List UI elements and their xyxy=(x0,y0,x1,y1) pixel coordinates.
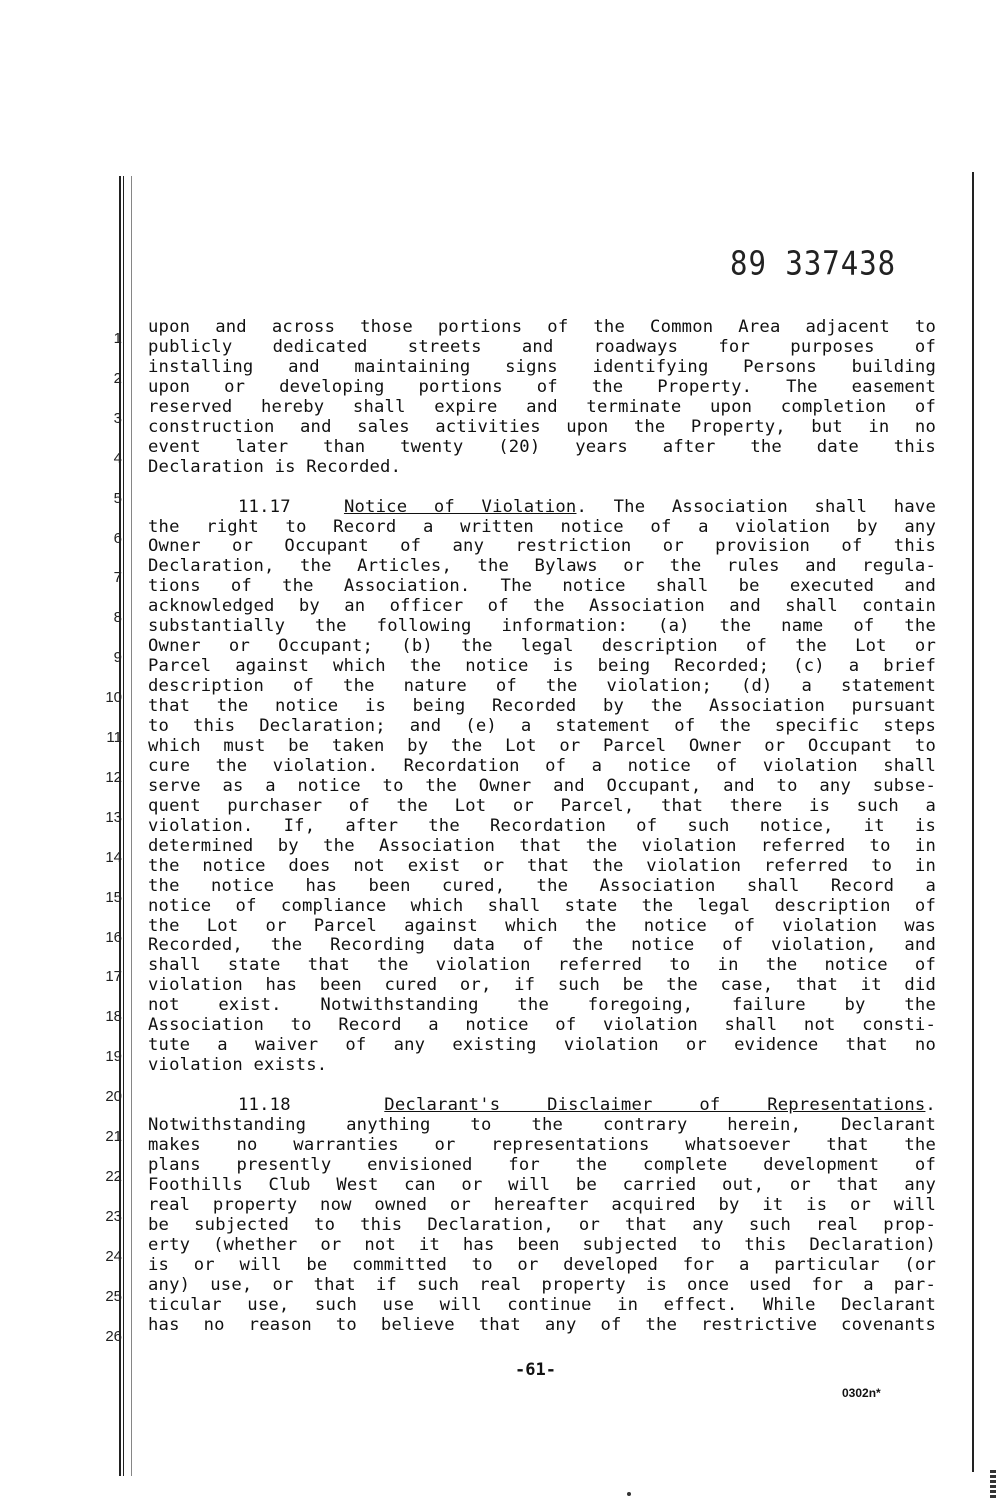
text-line: violation has been cured or, if such be the case, that it did xyxy=(148,975,936,996)
text-line: reserved hereby shall expire and terminate upon completion of xyxy=(148,396,936,417)
text-line: Association to Record a notice of violation shall not consti- xyxy=(148,1015,936,1036)
line-number: 11 xyxy=(106,729,122,746)
section-number: 11.18 xyxy=(238,1095,291,1116)
text-line: description of the nature of the violation; (d) a statement xyxy=(148,676,936,697)
line-number: 4 xyxy=(113,449,122,467)
text-line: acknowledged by an officer of the Association and shall contain xyxy=(148,596,936,617)
text-line: be subjected to this Declaration, or that any such real prop- xyxy=(148,1214,936,1235)
text-line: the notice does not exist or that the violation referred to in xyxy=(148,855,936,876)
line-number: 14 xyxy=(105,848,122,866)
line-number: 20 xyxy=(105,1088,122,1106)
text-line: the Lot or Parcel against which the notice of violation was xyxy=(148,915,936,936)
line-number: 17 xyxy=(105,968,122,986)
line-number: 7 xyxy=(113,569,122,587)
section-heading-line xyxy=(148,498,936,518)
text-line: substantially the following information: (a) the name of the xyxy=(148,616,936,637)
line-number: 19 xyxy=(105,1048,122,1066)
text-line: is or will be committed to or developed for a particular (or xyxy=(148,1254,936,1275)
text-line: ticular use, such use will continue in effect. While Declarant xyxy=(148,1294,936,1315)
text-line: Foothills Club West can or will be carried out, or that any xyxy=(148,1174,936,1195)
line-number: 18 xyxy=(105,1008,122,1026)
text-line: Declaration, the Articles, the Bylaws or the rules and regula- xyxy=(148,556,936,577)
text-line: to this Declaration; and (e) a statement of the specific steps xyxy=(148,716,936,736)
text-line: installing and maintaining signs identifying Persons building xyxy=(148,356,936,377)
text-line: any) use, or that if such real property is once used for a par- xyxy=(148,1274,936,1295)
line-number: 12 xyxy=(105,768,122,786)
line-number: 16 xyxy=(105,928,122,946)
text-line: tute a waiver of any existing violation or evidence that no xyxy=(148,1035,936,1056)
text-line: not exist. Notwithstanding the foregoing, failure by the xyxy=(148,995,936,1016)
text-line: violation exists. xyxy=(148,1055,328,1076)
left-margin-rule xyxy=(131,176,132,1476)
document-code: 0302n* xyxy=(842,1386,881,1400)
text-line: that the notice is being Recorded by the Association pursuant xyxy=(148,696,936,717)
section-number: 11.17 xyxy=(238,496,291,517)
text-line: makes no warranties or representations whatsoever that the xyxy=(148,1134,936,1155)
line-number: 21 xyxy=(105,1128,122,1145)
left-margin-rule xyxy=(123,176,124,1476)
text-line: which must be taken by the Lot or Parcel Owner or Occupant to xyxy=(148,735,936,756)
scan-speck xyxy=(627,1492,631,1496)
recording-number: 89 337438 xyxy=(730,243,897,283)
text-line: real property now owned or hereafter acquired by it is or will xyxy=(148,1194,936,1215)
text-line: the notice has been cured, the Association shall Record a xyxy=(148,875,936,896)
text-line: determined by the Association that the violation referred to in xyxy=(148,835,936,856)
line-number: 15 xyxy=(105,888,122,906)
line-number: 5 xyxy=(113,489,122,507)
right-margin-rule xyxy=(972,172,974,1472)
section-heading-line xyxy=(148,1096,936,1116)
line-number: 6 xyxy=(113,529,122,547)
text-line: Notwithstanding anything to the contrary herein, Declarant xyxy=(148,1115,936,1135)
text-line: Owner or Occupant; (b) the legal description of the Lot or xyxy=(148,636,936,657)
text-line: the right to Record a written notice of a violation by any xyxy=(148,516,936,537)
line-number: 25 xyxy=(105,1287,122,1305)
text-line: upon and across those portions of the Common Area adjacent to xyxy=(148,317,936,337)
section-heading-rest: . xyxy=(925,1095,936,1116)
line-number: 10 xyxy=(105,689,122,707)
text-line: upon or developing portions of the Property. The easement xyxy=(148,376,936,397)
text-line: Declaration is Recorded. xyxy=(148,456,402,477)
text-line: Recorded, the Recording data of the notice of violation, and xyxy=(148,935,936,956)
line-number: 24 xyxy=(105,1247,122,1265)
text-line: tions of the Association. The notice shall be executed and xyxy=(148,576,936,597)
text-line: event later than twenty (20) years after the date this xyxy=(148,436,936,457)
text-line: quent purchaser of the Lot or Parcel, that there is such a xyxy=(148,795,936,816)
line-number: 9 xyxy=(113,649,122,667)
line-number: 26 xyxy=(105,1327,122,1345)
text-line: has no reason to believe that any of the restrictive covenants xyxy=(148,1314,936,1335)
text-line: publicly dedicated streets and roadways for purposes of xyxy=(148,336,936,357)
text-line: Parcel against which the notice is being Recorded; (c) a brief xyxy=(148,656,936,677)
text-line: serve as a notice to the Owner and Occupant, and to any subse- xyxy=(148,775,936,796)
section-heading: Notice of Violation xyxy=(343,496,577,517)
text-line: shall state that the violation referred to in the notice of xyxy=(148,955,936,976)
line-number: 3 xyxy=(113,409,122,427)
line-number: 2 xyxy=(113,369,122,387)
text-line: violation. If, after the Recordation of such notice, it is xyxy=(148,815,936,836)
text-line: cure the violation. Recordation of a notice of violation shall xyxy=(148,755,936,776)
line-number: 23 xyxy=(105,1207,122,1225)
text-line: Owner or Occupant of any restriction or provision of this xyxy=(148,536,936,557)
line-number: 13 xyxy=(105,808,122,826)
section-heading: Declarant's Disclaimer of Representations xyxy=(384,1095,926,1116)
scan-edge-mark xyxy=(990,1470,996,1500)
line-number: 22 xyxy=(105,1167,122,1185)
line-number: 1 xyxy=(113,330,122,347)
text-line: construction and sales activities upon the Property, but in no xyxy=(148,416,936,437)
section-heading-rest: . The Association shall have xyxy=(576,496,936,517)
text-line: plans presently envisioned for the complete development of xyxy=(148,1154,936,1175)
page-number: -61- xyxy=(515,1360,556,1380)
line-number: 8 xyxy=(113,609,122,627)
text-line: erty (whether or not it has been subjected to this Declaration) xyxy=(148,1234,936,1255)
text-line: notice of compliance which shall state the legal description of xyxy=(148,895,936,916)
